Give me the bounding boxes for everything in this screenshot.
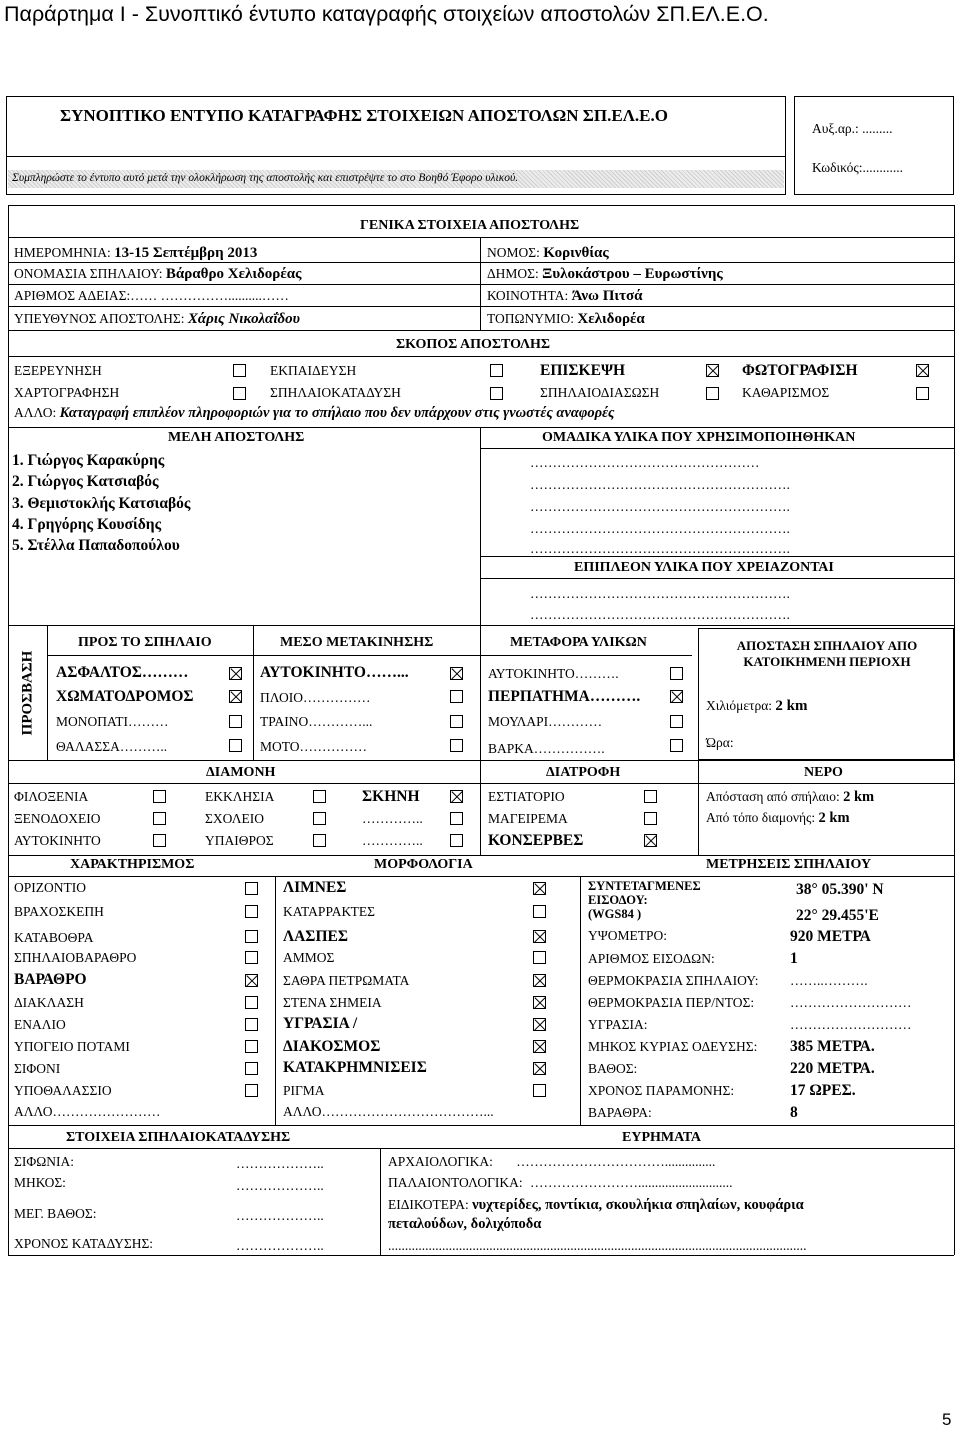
checkbox-narrows[interactable] bbox=[533, 996, 546, 1009]
dive-time-value[interactable]: ……………….. bbox=[236, 1238, 324, 1253]
lodging-outdoors: ΥΠΑΙΘΡΟΣ bbox=[205, 833, 274, 848]
altitude-label: ΥΨΟΜΕΤΡΟ: bbox=[588, 928, 667, 943]
distance-km: Χιλιόμετρα: 2 km bbox=[706, 698, 808, 714]
checkbox-canned[interactable] bbox=[644, 834, 657, 847]
extra-gear-title: ΕΠΙΠΛΕΟΝ ΥΛΙΚΑ ΠΟΥ ΧΡΕΙΑΖΟΝΤΑΙ bbox=[574, 560, 834, 575]
extra-gear-line-2[interactable]: …………………………………………………. bbox=[530, 607, 790, 622]
ambient-temp-value[interactable]: ……………………… bbox=[790, 995, 912, 1010]
purpose-explore: ΕΞΕΡΕΥΝΗΣΗ bbox=[14, 363, 102, 378]
checkbox-rescue[interactable] bbox=[706, 387, 719, 400]
special-field-cont: πεταλούδων, δολιχόποδα bbox=[388, 1216, 542, 1232]
checkbox-tent[interactable] bbox=[450, 790, 463, 803]
char-cave-pit: ΣΠΗΛΑΙΟΒΑΡΑΘΡΟ bbox=[14, 950, 137, 965]
checkbox-mapping[interactable] bbox=[233, 387, 246, 400]
checkbox-fracture[interactable] bbox=[245, 996, 258, 1009]
stay-time-label: ΧΡΟΝΟΣ ΠΑΡΑΜΟΝΗΣ: bbox=[588, 1083, 735, 1098]
checkbox-training[interactable] bbox=[490, 364, 503, 377]
checkbox-loose-rock[interactable] bbox=[533, 974, 546, 987]
checkbox-photo[interactable] bbox=[916, 364, 929, 377]
cave-temp-label: ΘΕΡΜΟΚΡΑΣΙΑ ΣΠΗΛΑΙΟΥ: bbox=[588, 973, 759, 988]
char-other[interactable]: ΑΛΛΟ…………………… bbox=[14, 1104, 161, 1119]
checkbox-dirt-road[interactable] bbox=[229, 690, 242, 703]
length-value: 385 ΜΕΤΡΑ. bbox=[790, 1038, 875, 1055]
pits-label: ΒΑΡΑΘΡΑ: bbox=[588, 1105, 652, 1120]
checkbox-transport-train[interactable] bbox=[450, 715, 463, 728]
char-rock-shelter: ΒΡΑΧΟΣΚΕΠΗ bbox=[14, 904, 104, 919]
checkbox-gear-boat[interactable] bbox=[670, 739, 683, 752]
char-siphon: ΣΙΦΟΝΙ bbox=[14, 1061, 61, 1076]
max-depth-label: ΜΕΓ. ΒΑΘΟΣ: bbox=[14, 1206, 97, 1221]
cave-temp-value[interactable]: ……..………. bbox=[790, 973, 868, 988]
coord-north: 38° 05.390' N bbox=[796, 881, 884, 898]
findings-title: ΕΥΡΗΜΑΤΑ bbox=[622, 1130, 701, 1145]
checkbox-outdoors[interactable] bbox=[313, 834, 326, 847]
checkbox-river[interactable] bbox=[245, 1040, 258, 1053]
group-gear-line-5[interactable]: …………………………………………………. bbox=[530, 541, 790, 556]
dive-time-label: ΧΡΟΝΟΣ ΚΑΤΑΔΥΣΗΣ: bbox=[14, 1236, 154, 1251]
length-label: ΜΗΚΟΣ ΚΥΡΙΑΣ ΟΔΕΥΣΗΣ: bbox=[588, 1039, 758, 1054]
checkbox-rock-shelter[interactable] bbox=[245, 905, 258, 918]
morph-sand: ΑΜΜΟΣ bbox=[283, 950, 335, 965]
page-title: Παράρτημα Ι - Συνοπτικό έντυπο καταγραφής στοιχείων αποστολών ΣΠ.ΕΛ.Ε.Ο. bbox=[4, 2, 769, 26]
checkbox-transport-moto[interactable] bbox=[450, 739, 463, 752]
char-pit: ΒΑΡΑΘΡΟ bbox=[14, 971, 87, 988]
archaeo-field: ΑΡΧΑΙΟΛΟΓΙΚΑ: ……………………………............... bbox=[388, 1154, 716, 1169]
checkbox-cave-pit[interactable] bbox=[245, 951, 258, 964]
food-restaurant: ΕΣΤΙΑΤΟΡΙΟ bbox=[488, 789, 565, 804]
checkbox-waterfalls[interactable] bbox=[533, 905, 546, 918]
morph-mud: ΛΑΣΠΕΣ bbox=[283, 928, 348, 945]
char-undersea: ΥΠΟΘΑΛΑΣΣΙΟ bbox=[14, 1083, 112, 1098]
distance-hours: Ώρα: bbox=[706, 735, 734, 750]
morph-narrows: ΣΤΕΝΑ ΣΗΜΕΙΑ bbox=[283, 995, 382, 1010]
checkbox-sand[interactable] bbox=[533, 951, 546, 964]
group-gear-line-4[interactable]: …………………………………………………. bbox=[530, 521, 790, 536]
max-depth-value[interactable]: ……………….. bbox=[236, 1208, 324, 1223]
checkbox-gear-walk[interactable] bbox=[670, 690, 683, 703]
purpose-other: ΑΛΛΟ: Καταγραφή επιπλέον πληροφοριών για το σπήλαιο που δεν υπάρχουν στις γνωστές αναφορές bbox=[14, 405, 615, 421]
checkbox-lodging-other-2[interactable] bbox=[450, 834, 463, 847]
checkbox-path[interactable] bbox=[229, 715, 242, 728]
transport-train: ΤΡΑΙΝΟ…………... bbox=[260, 714, 373, 729]
checkbox-lodging-car[interactable] bbox=[153, 834, 166, 847]
purpose-cleaning: ΚΑΘΑΡΙΣΜΟΣ bbox=[742, 385, 830, 400]
place-field: ΤΟΠΩΝΥΜΙΟ: Χελιδορέα bbox=[487, 311, 645, 327]
checkbox-sea[interactable] bbox=[229, 739, 242, 752]
checkbox-hospitality[interactable] bbox=[153, 790, 166, 803]
humidity-label: ΥΓΡΑΣΙΑ: bbox=[588, 1017, 648, 1032]
purpose-photo: ΦΩΤΟΓΡΑΦΙΣΗ bbox=[742, 362, 858, 379]
checkbox-undersea[interactable] bbox=[245, 1084, 258, 1097]
checkbox-lodging-other-1[interactable] bbox=[450, 812, 463, 825]
checkbox-lakes[interactable] bbox=[533, 882, 546, 895]
checkbox-visit[interactable] bbox=[706, 364, 719, 377]
checkbox-gear-mule[interactable] bbox=[670, 715, 683, 728]
water-title: ΝΕΡΟ bbox=[804, 765, 843, 780]
checkbox-gear-car[interactable] bbox=[670, 667, 683, 680]
instruction-text: Συμπληρώστε το έντυπο αυτό μετά την ολοκλήρωση της αποστολής και επιστρέψτε το στο Βοηθό Έφορο υλικού. bbox=[12, 172, 519, 184]
code-field[interactable]: Κωδικός:............ bbox=[812, 160, 903, 175]
entrances-label: ΑΡΙΘΜΟΣ ΕΙΣΟΔΩΝ: bbox=[588, 951, 715, 966]
purpose-visit: ΕΠΙΣΚΕΨΗ bbox=[540, 362, 626, 379]
members-title: ΜΕΛΗ ΑΠΟΣΤΟΛΗΣ bbox=[168, 430, 305, 445]
to-cave-dirt-road: ΧΩΜΑΤΟΔΡΟΜΟΣ bbox=[56, 688, 194, 705]
checkbox-cooking[interactable] bbox=[644, 812, 657, 825]
lodging-other-1: ………….. bbox=[362, 811, 423, 826]
morph-lakes: ΛΙΜΝΕΣ bbox=[283, 879, 347, 896]
to-cave-title: ΠΡΟΣ ΤΟ ΣΠΗΛΑΙΟ bbox=[78, 635, 212, 650]
water-distance-camp: Από τόπο διαμονής: 2 km bbox=[706, 810, 850, 826]
altitude-value: 920 ΜΕΤΡΑ bbox=[790, 928, 871, 945]
purpose-training: ΕΚΠΑΙΔΕΥΣΗ bbox=[270, 363, 357, 378]
member-5: 5. Στέλλα Παπαδοπούλου bbox=[12, 537, 180, 554]
permit-field: ΑΡΙΘΜΟΣ ΑΔΕΙΑΣ:…… ……………..........…… bbox=[14, 288, 289, 303]
gear-transport-title: ΜΕΤΑΦΟΡΑ ΥΛΙΚΩΝ bbox=[510, 635, 647, 650]
checkbox-diving[interactable] bbox=[490, 387, 503, 400]
character-title: ΧΑΡΑΚΤΗΡΙΣΜΟΣ bbox=[70, 857, 195, 872]
checkbox-humidity[interactable] bbox=[533, 1018, 546, 1031]
depth-label: ΒΑΘΟΣ: bbox=[588, 1061, 638, 1076]
checkbox-school[interactable] bbox=[313, 812, 326, 825]
checkbox-mud[interactable] bbox=[533, 930, 546, 943]
checkbox-church[interactable] bbox=[313, 790, 326, 803]
general-title: ΓΕΝΙΚΑ ΣΤΟΙΧΕΙΑ ΑΠΟΣΤΟΛΗΣ bbox=[360, 218, 580, 233]
coord-east: 22° 29.455'E bbox=[796, 907, 879, 924]
group-gear-line-2[interactable]: …………………………………………………. bbox=[530, 477, 790, 492]
prefecture-field: ΝΟΜΟΣ: Κορινθίας bbox=[487, 245, 609, 261]
checkbox-cleaning[interactable] bbox=[916, 387, 929, 400]
morph-crack: ΡΙΓΜΑ bbox=[283, 1083, 325, 1098]
checkbox-pit[interactable] bbox=[245, 974, 258, 987]
ambient-temp-label: ΘΕΡΜΟΚΡΑΣΙΑ ΠΕΡ/ΝΤΟΣ: bbox=[588, 995, 755, 1010]
lodging-title: ΔΙΑΜΟΝΗ bbox=[206, 765, 276, 780]
to-cave-sea: ΘΑΛΑΣΣΑ……….. bbox=[56, 739, 168, 754]
special-field: ΕΙΔΙΚΟΤΕΡΑ: νυχτερίδες, ποντίκια, σκουλήκια σπηλαίων, κουφάρια bbox=[388, 1197, 804, 1213]
purpose-diving: ΣΠΗΛΑΙΟΚΑΤΑΔΥΣΗ bbox=[270, 385, 401, 400]
member-1: 1. Γιώργος Καρακύρης bbox=[12, 452, 165, 469]
lodging-car: ΑΥΤΟΚΙΝΗΤΟ bbox=[14, 833, 101, 848]
stay-time-value: 17 ΩΡΕΣ. bbox=[790, 1082, 856, 1099]
lodging-other-2: ………….. bbox=[362, 833, 423, 848]
member-3: 3. Θεμιστοκλής Κατσιαβός bbox=[12, 495, 191, 512]
findings-last-line[interactable]: ............................................................................................................................ bbox=[388, 1238, 807, 1253]
serial-box bbox=[794, 96, 954, 195]
transport-car: ΑΥΤΟΚΙΝΗΤΟ……... bbox=[260, 664, 409, 681]
transport-title: ΜΕΣΟ ΜΕΤΑΚΙΝΗΣΗΣ bbox=[280, 635, 434, 650]
to-cave-asphalt: ΑΣΦΑΛΤΟΣ……… bbox=[56, 664, 189, 681]
group-gear-title: ΟΜΑΔΙΚΑ ΥΛΙΚΑ ΠΟΥ ΧΡΗΣΙΜΟΠΟΙΗΘΗΚΑΝ bbox=[542, 430, 856, 445]
morph-decoration: ΔΙΑΚΟΣΜΟΣ bbox=[283, 1038, 381, 1055]
food-cooking: ΜΑΓΕΙΡΕΜΑ bbox=[488, 811, 568, 826]
morph-waterfalls: ΚΑΤΑΡΡΑΚΤΕΣ bbox=[283, 904, 375, 919]
purpose-title: ΣΚΟΠΟΣ ΑΠΟΣΤΟΛΗΣ bbox=[396, 337, 551, 352]
checkbox-sinkhole[interactable] bbox=[245, 930, 258, 943]
checkbox-decoration[interactable] bbox=[533, 1040, 546, 1053]
lodging-tent: ΣΚΗΝΗ bbox=[362, 788, 420, 805]
checkbox-horizontal[interactable] bbox=[245, 882, 258, 895]
lodging-hospitality: ΦΙΛΟΞΕΝΙΑ bbox=[14, 789, 89, 804]
diving-title: ΣΤΟΙΧΕΙΑ ΣΠΗΛΑΙΟΚΑΤΑΔΥΣΗΣ bbox=[66, 1130, 291, 1145]
to-cave-path: ΜΟΝΟΠΑΤΙ……… bbox=[56, 714, 169, 729]
morph-humidity: ΥΓΡΑΣΙΑ / bbox=[283, 1015, 358, 1032]
checkbox-transport-ship[interactable] bbox=[450, 690, 463, 703]
checkbox-siphon[interactable] bbox=[245, 1062, 258, 1075]
water-distance-cave: Απόσταση από σπήλαιο: 2 km bbox=[706, 789, 875, 805]
dive-length-value[interactable]: ……………….. bbox=[236, 1178, 324, 1193]
char-coastal: ΕΝΑΛΙΟ bbox=[14, 1017, 66, 1032]
checkbox-restaurant[interactable] bbox=[644, 790, 657, 803]
checkbox-asphalt[interactable] bbox=[229, 667, 242, 680]
group-gear-line-3[interactable]: …………………………………………………. bbox=[530, 499, 790, 514]
checkbox-hotel[interactable] bbox=[153, 812, 166, 825]
char-horizontal: ΟΡΙΖΟΝΤΙΟ bbox=[14, 880, 86, 895]
access-side-label: ΠΡΟΣΒΑΣΗ bbox=[19, 650, 36, 736]
checkbox-coastal[interactable] bbox=[245, 1018, 258, 1031]
gear-transport-mule: ΜΟΥΛΑΡΙ………… bbox=[488, 714, 603, 729]
food-canned: ΚΟΝΣΕΡΒΕΣ bbox=[488, 832, 584, 849]
distance-title: ΑΠΟΣΤΑΣΗ ΣΠΗΛΑΙΟΥ ΑΠΟ ΚΑΤΟΙΚΗΜΕΝΗ ΠΕΡΙΟΧΗ bbox=[736, 638, 918, 669]
cave-name-field: ΟΝΟΜΑΣΙΑ ΣΠΗΛΑΙΟΥ: Βάραθρο Χελιδορέας bbox=[14, 266, 302, 282]
purpose-rescue: ΣΠΗΛΑΙΟΔΙΑΣΩΣΗ bbox=[540, 385, 660, 400]
group-gear-line-1[interactable]: …………………………………………… bbox=[530, 455, 760, 470]
municipality-field: ΔΗΜΟΣ: Ξυλοκάστρου – Ευρωστίνης bbox=[487, 266, 723, 282]
humidity-value[interactable]: ……………………… bbox=[790, 1017, 912, 1032]
transport-ship: ΠΛΟΙΟ…………… bbox=[260, 690, 371, 705]
morph-loose-rock: ΣΑΘΡΑ ΠΕΤΡΩΜΑΤΑ bbox=[283, 973, 410, 988]
paleo-field: ΠΑΛΑΙΟΝΤΟΛΟΓΙΚΑ: ……………………............................ bbox=[388, 1175, 733, 1190]
extra-gear-line-1[interactable]: …………………………………………………. bbox=[530, 586, 790, 601]
leader-field: ΥΠΕΥΘΥΝΟΣ ΑΠΟΣΤΟΛΗΣ: Χάρις Νικολαΐδου bbox=[14, 311, 301, 327]
checkbox-explore[interactable] bbox=[233, 364, 246, 377]
serial-number-field[interactable]: Αυξ.αρ.: ......... bbox=[812, 121, 893, 136]
date-field: ΗΜΕΡΟΜΗΝΙΑ: 13-15 Σεπτέμβρη 2013 bbox=[14, 245, 258, 261]
purpose-mapping: ΧΑΡΤΟΓΡΑΦΗΣΗ bbox=[14, 385, 120, 400]
food-title: ΔΙΑΤΡΟΦΗ bbox=[546, 765, 621, 780]
coords-label: ΣΥΝΤΕΤΑΓΜΕΝΕΣ ΕΙΣΟΔΟΥ: (WGS84 ) bbox=[588, 879, 701, 921]
lodging-school: ΣΧΟΛΕΙΟ bbox=[205, 811, 264, 826]
measurements-title: ΜΕΤΡΗΣΕΙΣ ΣΠΗΛΑΙΟΥ bbox=[706, 857, 872, 872]
gear-transport-boat: ΒΑΡΚΑ……………. bbox=[488, 741, 605, 756]
community-field: ΚΟΙΝΟΤΗΤΑ: Άνω Πιτσά bbox=[487, 288, 643, 304]
morph-other[interactable]: ΑΛΛΟ………………………………... bbox=[283, 1104, 494, 1119]
pits-value: 8 bbox=[790, 1104, 798, 1121]
gear-transport-car: ΑΥΤΟΚΙΝΗΤΟ………. bbox=[488, 666, 619, 681]
lodging-church: ΕΚΚΛΗΣΙΑ bbox=[205, 789, 275, 804]
member-2: 2. Γιώργος Κατσιαβός bbox=[12, 473, 159, 490]
siphons-label: ΣΙΦΩΝΙΑ: bbox=[14, 1154, 74, 1169]
lodging-hotel: ΞΕΝΟΔΟΧΕΙΟ bbox=[14, 811, 101, 826]
page-number: 5 bbox=[942, 1410, 952, 1429]
member-4: 4. Γρηγόρης Κουσίδης bbox=[12, 516, 162, 533]
checkbox-crack[interactable] bbox=[533, 1084, 546, 1097]
depth-value: 220 ΜΕΤΡΑ. bbox=[790, 1060, 875, 1077]
char-fracture: ΔΙΑΚΛΑΣΗ bbox=[14, 995, 84, 1010]
char-sinkhole: ΚΑΤΑΒΟΘΡΑ bbox=[14, 930, 94, 945]
dive-length-label: ΜΗΚΟΣ: bbox=[14, 1175, 66, 1190]
entrances-value: 1 bbox=[790, 950, 798, 967]
morphology-title: ΜΟΡΦΟΛΟΓΙΑ bbox=[374, 857, 473, 872]
form-title: ΣΥΝΟΠΤΙΚΟ ΕΝΤΥΠΟ ΚΑΤΑΓΡΑΦΗΣ ΣΤΟΙΧΕΙΩΝ ΑΠΟΣΤΟΛΩΝ ΣΠ.ΕΛ.Ε.Ο bbox=[60, 106, 668, 125]
morph-collapses: ΚΑΤΑΚΡΗΜΝΙΣΕΙΣ bbox=[283, 1059, 427, 1076]
checkbox-collapses[interactable] bbox=[533, 1062, 546, 1075]
siphons-value[interactable]: ……………….. bbox=[236, 1156, 324, 1171]
transport-moto: ΜΟΤΟ…………… bbox=[260, 739, 368, 754]
char-river: ΥΠΟΓΕΙΟ ΠΟΤΑΜΙ bbox=[14, 1039, 130, 1054]
checkbox-transport-car[interactable] bbox=[450, 667, 463, 680]
gear-transport-walk: ΠΕΡΠΑΤΗΜΑ………. bbox=[488, 688, 641, 705]
